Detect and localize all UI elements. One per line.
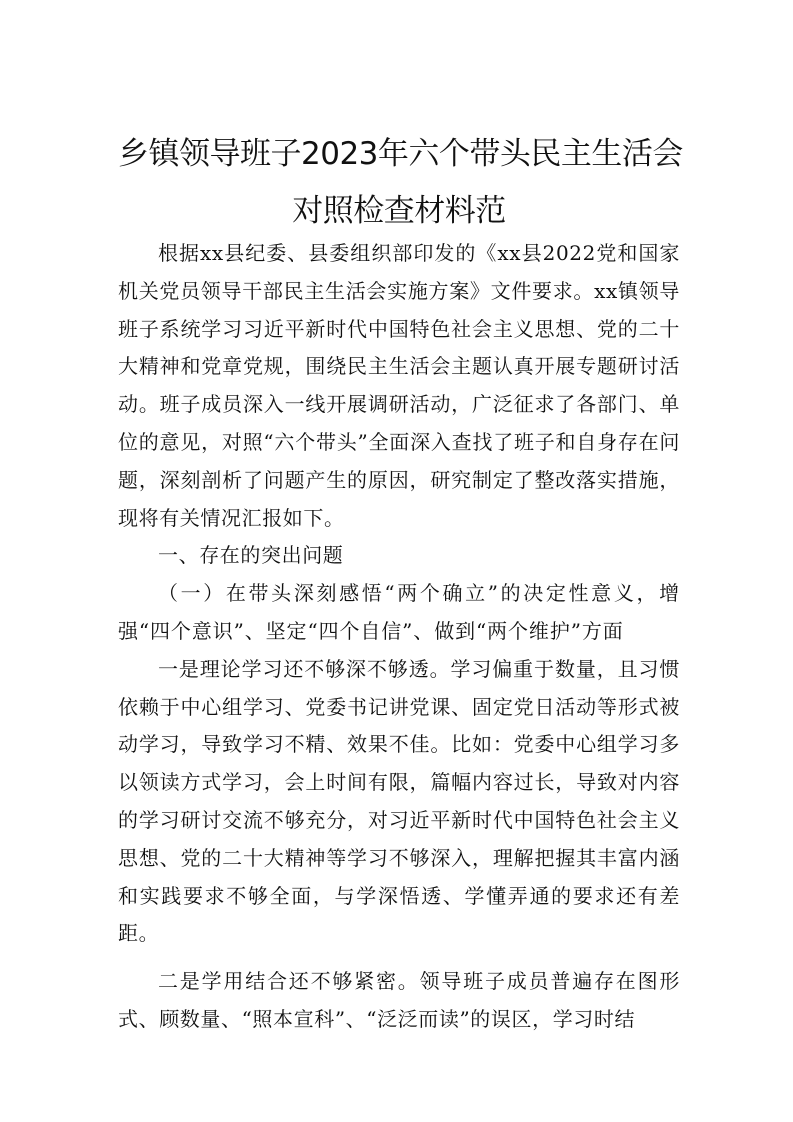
subsection-heading-1: （一）在带头深刻感悟“两个确立”的决定性意义，增强“四个意识”、坚定“四个自信”、做到“两个维护”方面 xyxy=(118,581,680,643)
point-paragraph-1: 一是理论学习还不够深不够透。学习偏重于数量，且习惯依赖于中心组学习、党委书记讲党课、固定党日活动等形式被动学习，导致学习不精、效果不佳。比如：党委中心组学习多以领读方式学习，会上时间有限，篇幅内容过长，导致对内容的学习研讨交流不够充分，对习近平新时代中国特色社会主义思想、党的二十大精神等学习不够深入，理解把握其丰富内涵和实践要求不够全面，与学深悟透、学懂弄通的要求还有差距。 xyxy=(118,656,680,946)
paragraph-spacer xyxy=(118,953,680,963)
point-paragraph-2: 二是学用结合还不够紧密。领导班子成员普遍存在图形式、顾数量、“照本宣科”、“泛泛而读”的误区，学习时结 xyxy=(118,969,680,1031)
document-title xyxy=(118,133,683,232)
section-heading-1: 一、存在的突出问题 xyxy=(158,543,344,568)
intro-paragraph: 根据xx县纪委、县委组织部印发的《xx县2022党和国家机关党员领导干部民主生活会实施方案》文件要求。xx镇领导班子系统学习习近平新时代中国特色社会主义思想、党的二十大精神和党章党规，围绕民主生活会主题认真开展专题研讨活动。班子成员深入一线开展调研活动，广泛征求了各部门、单位的意见，对照“六个带头”全面深入查找了班子和自身存在问题，深刻剖析了问题产生的原因，研究制定了整改落实措施，现将有关情况汇报如下。 xyxy=(118,241,680,530)
title-line-1: 乡镇领导班子2023年六个带头民主生活会 xyxy=(118,136,683,172)
title-line-2: 对照检查材料范 xyxy=(292,193,506,229)
